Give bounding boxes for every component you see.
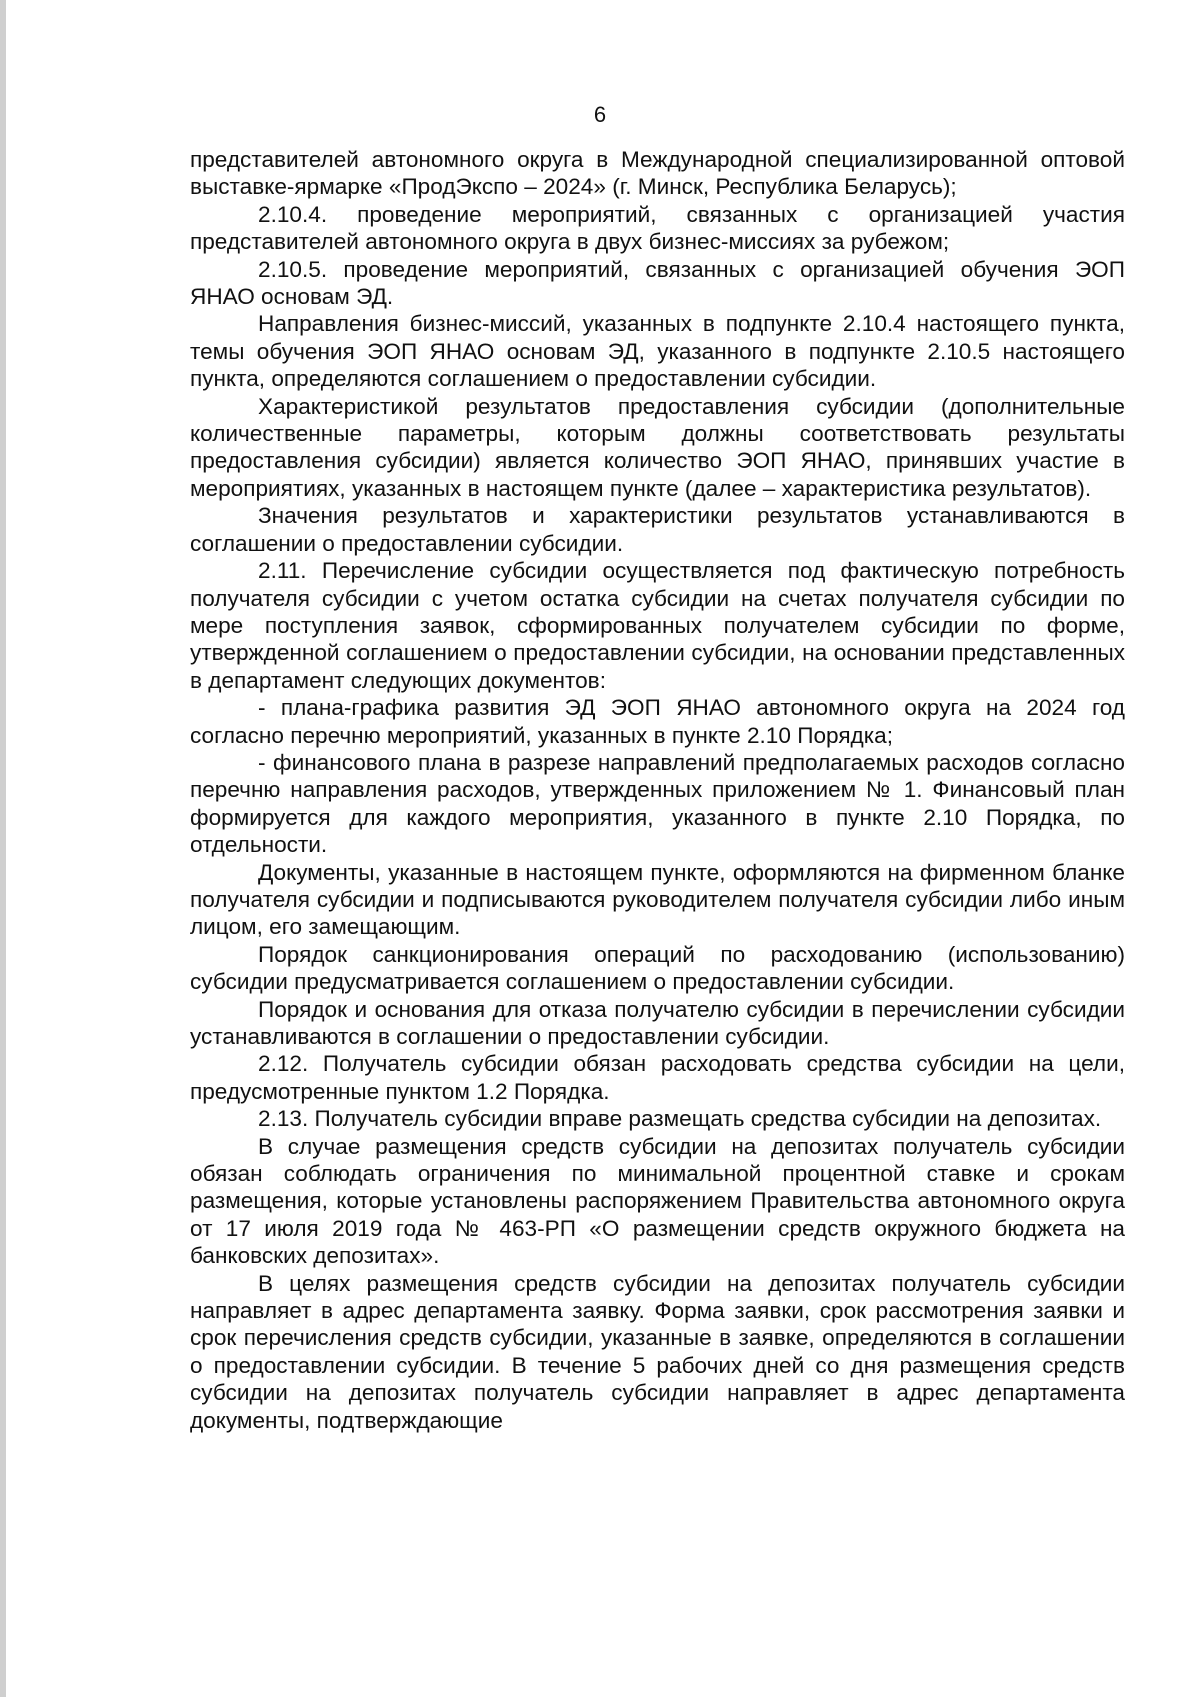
paragraph: В случае размещения средств субсидии на депозитах получатель субсидии обязан соблюдать ограничения по минимальной процентной ставке и срокам размещения, которые установлены распоряжением Правительства автономного округа от 17 июля 2019 года № 463-РП «О размещении средств окружного бюджета на банковских депозитах». (190, 1133, 1125, 1269)
page-number: 6 (593, 102, 607, 127)
paragraph: В целях размещения средств субсидии на депозитах получатель субсидии направляет в адрес департамента заявку. Форма заявки, срок рассмотрения заявки и срок перечисления средств субсидии, указанные в заявке, определяются в соглашении о предоставлении субсидии. В течение 5 рабочих дней со дня размещения средств субсидии на депозитах получатель субсидии направляет в адрес департамента документы, подтверждающие (190, 1270, 1125, 1433)
paragraph: Документы, указанные в настоящем пункте, оформляются на фирменном бланке получателя субсидии и подписываются руководителем получателя субсидии либо иным лицом, его замещающим. (190, 859, 1125, 940)
paragraph: представителей автономного округа в Международной специализированной оптовой выставке-ярмарке «ПродЭкспо – 2024» (г. Минск, Республика Беларусь); (190, 147, 1125, 200)
scan-edge (0, 0, 6, 1697)
paragraph: 2.13. Получатель субсидии вправе размещать средства субсидии на депозитах. (258, 1106, 1102, 1132)
paragraph: Порядок и основания для отказа получателю субсидии в перечислении субсидии устанавливаются в соглашении о предоставлении субсидии. (190, 996, 1125, 1049)
paragraph: 2.11. Перечисление субсидии осуществляется под фактическую потребность получателя субсидии с учетом остатка субсидии на счетах получателя субсидии по мере поступления заявок, сформированных получателем субсидии по форме, утвержденной соглашением о предоставлении субсидии, на основании представленных в департамент следующих документов: (190, 558, 1125, 693)
list-item: - плана-графика развития ЭД ЭОП ЯНАО автономного округа на 2024 год согласно перечню мероприятий, указанных в пункте 2.10 Порядка; (190, 695, 1125, 748)
paragraph: 2.10.4. проведение мероприятий, связанных с организацией участия представителей автономного округа в двух бизнес-миссиях за рубежом; (190, 201, 1125, 255)
paragraph: Порядок санкционирования операций по расходованию (использованию) субсидии предусматривается соглашением о предоставлении субсидии. (190, 941, 1125, 995)
paragraph: 2.12. Получатель субсидии обязан расходовать средства субсидии на цели, предусмотренные пунктом 1.2 Порядка. (190, 1051, 1125, 1104)
document-body (190, 146, 1125, 1434)
paragraph: Характеристикой результатов предоставления субсидии (дополнительные количественные параметры, которым должны соответствовать результаты предоставления субсидии) является количество ЭОП ЯНАО, принявших участие в мероприятиях, указанных в настоящем пункте (далее – характеристика результатов). (190, 393, 1125, 501)
paragraph: 2.10.5. проведение мероприятий, связанных с организацией обучения ЭОП ЯНАО основам ЭД. (190, 256, 1125, 310)
list-item: - финансового плана в разрезе направлений предполагаемых расходов согласно перечню направления расходов, утвержденных приложением № 1. Финансовый план формируется для каждого мероприятия, указанного в пункте 2.10 Порядка, по отдельности. (190, 749, 1125, 858)
paragraph: Значения результатов и характеристики результатов устанавливаются в соглашении о предоставлении субсидии. (190, 503, 1125, 556)
paragraph: Направления бизнес-миссий, указанных в подпункте 2.10.4 настоящего пункта, темы обучения ЭОП ЯНАО основам ЭД, указанного в подпункте 2.10.5 настоящего пункта, определяются соглашением о предоставлении субсидии. (190, 311, 1125, 392)
